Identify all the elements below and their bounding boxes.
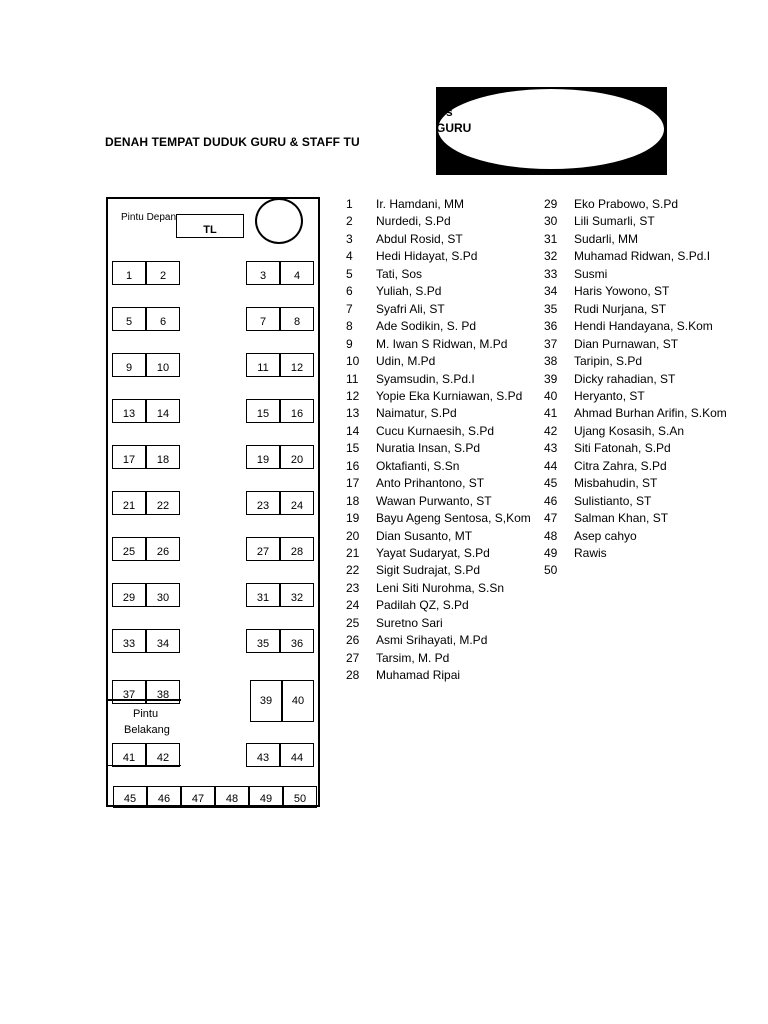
seat-46: 46 xyxy=(147,786,181,808)
seat-24: 24 xyxy=(280,491,314,515)
list-item-name: Sudarli, MM xyxy=(574,231,639,246)
seat-10: 10 xyxy=(146,353,180,377)
list-item-number: 32 xyxy=(544,249,558,264)
list-item-number: 33 xyxy=(544,266,558,281)
list-item-name: Dicky rahadian, ST xyxy=(574,371,676,386)
list-item-name: Salman Khan, ST xyxy=(574,511,669,526)
list-item-number: 49 xyxy=(544,546,558,560)
list-item-name: Muhamad Ripai xyxy=(376,668,461,683)
list-item-name: M. Iwan S Ridwan, M.Pd xyxy=(376,336,508,351)
list-item-number: 39 xyxy=(544,371,558,386)
list-item-number: 19 xyxy=(346,511,360,526)
list-item-name: Suretno Sari xyxy=(376,615,443,630)
seat-40: 40 xyxy=(282,680,314,722)
list-item-name: Anto Prihantono, ST xyxy=(376,476,485,491)
tl-desk: TL xyxy=(176,214,244,238)
list-item-name: Eko Prabowo, S.Pd xyxy=(574,197,679,211)
front-door-label: Pintu Depan xyxy=(121,212,177,223)
list-item-number: 46 xyxy=(544,493,558,508)
list-item-name: Sigit Sudrajat, S.Pd xyxy=(376,563,481,578)
list-item-number: 25 xyxy=(346,615,360,630)
list-item-number: 45 xyxy=(544,476,558,491)
list-item-number: 47 xyxy=(544,511,558,526)
list-item-number: 11 xyxy=(346,371,359,386)
list-item-name: Abdul Rosid, ST xyxy=(376,231,463,246)
list-item-name: Citra Zahra, S.Pd xyxy=(574,458,667,473)
list-item-number: 31 xyxy=(544,231,558,246)
list-item-number: 28 xyxy=(346,668,360,683)
list-item-number: 9 xyxy=(346,336,353,351)
list-item-number: 37 xyxy=(544,336,558,351)
list-item-name: Nuratia Insan, S.Pd xyxy=(376,441,481,456)
list-item-number: 27 xyxy=(346,650,360,665)
seat-28: 28 xyxy=(280,537,314,561)
list-item-name: Taripin, S.Pd xyxy=(574,354,643,369)
list-item-number: 17 xyxy=(346,476,360,491)
seat-32: 32 xyxy=(280,583,314,607)
list-item-number: 2 xyxy=(346,214,353,229)
list-item-name: Susmi xyxy=(574,266,608,281)
list-item-number: 24 xyxy=(346,598,360,613)
seat-9: 9 xyxy=(112,353,146,377)
list-item-number: 40 xyxy=(544,388,558,403)
list-item-name: Padilah QZ, S.Pd xyxy=(376,598,469,613)
seat-39: 39 xyxy=(250,680,282,722)
list-item-name: Bayu Ageng Sentosa, S,Kom xyxy=(376,511,531,526)
seat-30: 30 xyxy=(146,583,180,607)
seat-5: 5 xyxy=(112,307,146,331)
seat-1: 1 xyxy=(112,261,146,285)
list-item-number: 43 xyxy=(544,441,558,456)
list-item-number: 23 xyxy=(346,580,360,595)
list-item-number: 7 xyxy=(346,301,353,316)
seat-14: 14 xyxy=(146,399,180,423)
list-item-name: Yopie Eka Kurniawan, S.Pd xyxy=(376,388,523,403)
seat-29: 29 xyxy=(112,583,146,607)
seat-38: 38 xyxy=(146,680,180,704)
list-item-name: Rawis xyxy=(574,546,607,560)
list-item-name: Leni Siti Nurohma, S.Sn xyxy=(376,580,505,595)
seat-6: 6 xyxy=(146,307,180,331)
logo-ellipse xyxy=(438,89,664,169)
list-item-name: Wawan Purwanto, ST xyxy=(376,493,492,508)
list-item-number: 14 xyxy=(346,423,360,438)
list-item-name: Misbahudin, ST xyxy=(574,476,658,491)
seat-3: 3 xyxy=(246,261,280,285)
list-item-name: Asep cahyo xyxy=(574,528,637,543)
seat-37: 37 xyxy=(112,680,146,704)
list-item-number: 29 xyxy=(544,197,558,211)
seat-18: 18 xyxy=(146,445,180,469)
list-item-name: Syamsudin, S.Pd.I xyxy=(376,371,475,386)
page-title: DENAH TEMPAT DUDUK GURU & STAFF TU xyxy=(105,135,360,149)
seat-21: 21 xyxy=(112,491,146,515)
seat-48: 48 xyxy=(215,786,249,808)
list-item-number: 5 xyxy=(346,266,353,281)
list-item-number: 16 xyxy=(346,458,360,473)
seat-41: 41 xyxy=(112,743,146,767)
list-item-number: 3 xyxy=(346,231,353,246)
seat-45: 45 xyxy=(113,786,147,808)
list-item-number: 34 xyxy=(544,284,558,299)
seat-42: 42 xyxy=(146,743,180,767)
seat-19: 19 xyxy=(246,445,280,469)
seat-7: 7 xyxy=(246,307,280,331)
list-item-name: Udin, M.Pd xyxy=(376,354,436,369)
seat-35: 35 xyxy=(246,629,280,653)
list-item-number: 26 xyxy=(346,633,360,648)
seat-4: 4 xyxy=(280,261,314,285)
list-item-name: Muhamad Ridwan, S.Pd.I xyxy=(574,249,711,264)
list-item-number: 20 xyxy=(346,528,360,543)
seat-17: 17 xyxy=(112,445,146,469)
seat-22: 22 xyxy=(146,491,180,515)
list-item-number: 13 xyxy=(346,406,360,421)
seat-47: 47 xyxy=(181,786,215,808)
list-item-name: Ir. Hamdani, MM xyxy=(376,197,465,211)
list-item-number: 8 xyxy=(346,319,353,334)
logo-text-line2: GURU xyxy=(436,121,472,135)
seat-44: 44 xyxy=(280,743,314,767)
seat-20: 20 xyxy=(280,445,314,469)
seat-25: 25 xyxy=(112,537,146,561)
seat-23: 23 xyxy=(246,491,280,515)
list-item-number: 50 xyxy=(544,563,558,578)
list-item-name: Yayat Sudaryat, S.Pd xyxy=(376,546,490,560)
list-item-number: 18 xyxy=(346,493,360,508)
list-item-number: 38 xyxy=(544,354,558,369)
list-item-number: 41 xyxy=(544,406,558,421)
list-item-number: 10 xyxy=(346,354,360,369)
seat-11: 11 xyxy=(246,353,280,377)
list-item-number: 22 xyxy=(346,563,360,578)
list-item-name: Hendi Handayana, S.Kom xyxy=(574,319,713,334)
list-item-name: Tati, Sos xyxy=(376,266,423,281)
list-item-name: Rudi Nurjana, ST xyxy=(574,301,667,316)
list-item-name: Oktafianti, S.Sn xyxy=(376,458,460,473)
list-item-name: Hedi Hidayat, S.Pd xyxy=(376,249,478,264)
list-item-number: 35 xyxy=(544,301,558,316)
seat-50: 50 xyxy=(283,786,317,808)
list-item-name: Ade Sodikin, S. Pd xyxy=(376,319,477,334)
list-item-number: 42 xyxy=(544,423,558,438)
list-item-name: Haris Yowono, ST xyxy=(574,284,670,299)
list-item-number: 48 xyxy=(544,528,558,543)
list-item-name: Ujang Kosasih, S.An xyxy=(574,423,685,438)
list-item-name: Tarsim, M. Pd xyxy=(376,650,450,665)
back-door-label-1: Pintu xyxy=(133,708,159,720)
list-item-name: Cucu Kurnaesih, S.Pd xyxy=(376,423,495,438)
list-item-name: Ahmad Burhan Arifin, S.Kom xyxy=(574,406,727,421)
seat-31: 31 xyxy=(246,583,280,607)
list-item-name: Naimatur, S.Pd xyxy=(376,406,457,421)
list-item-number: 36 xyxy=(544,319,558,334)
logo-text-line1: s xyxy=(446,105,453,119)
seat-2: 2 xyxy=(146,261,180,285)
list-item-number: 4 xyxy=(346,249,353,264)
list-item-name: Asmi Srihayati, M.Pd xyxy=(376,633,488,648)
seat-13: 13 xyxy=(112,399,146,423)
seat-36: 36 xyxy=(280,629,314,653)
list-item-number: 12 xyxy=(346,388,360,403)
list-item-number: 30 xyxy=(544,214,558,229)
list-item-name: Dian Purnawan, ST xyxy=(574,336,679,351)
logo-block xyxy=(436,87,667,175)
seat-27: 27 xyxy=(246,537,280,561)
list-item-name: Yuliah, S.Pd xyxy=(376,284,442,299)
list-item-number: 21 xyxy=(346,546,360,560)
list-item-name: Nurdedi, S.Pd xyxy=(376,214,451,229)
seat-8: 8 xyxy=(280,307,314,331)
list-item-name: Lili Sumarli, ST xyxy=(574,214,655,229)
back-door-label-2: Belakang xyxy=(124,724,170,736)
list-item-name: Syafri Ali, ST xyxy=(376,301,445,316)
list-item-name: Siti Fatonah, S.Pd xyxy=(574,441,671,456)
list-item-name: Dian Susanto, MT xyxy=(376,528,473,543)
seat-49: 49 xyxy=(249,786,283,808)
list-item-name: Heryanto, ST xyxy=(574,388,645,403)
seat-12: 12 xyxy=(280,353,314,377)
list-item-number: 1 xyxy=(346,197,353,211)
list-item-name: Sulistianto, ST xyxy=(574,493,652,508)
seat-34: 34 xyxy=(146,629,180,653)
seat-15: 15 xyxy=(246,399,280,423)
list-item-number: 15 xyxy=(346,441,360,456)
round-table-icon xyxy=(255,198,303,244)
seat-16: 16 xyxy=(280,399,314,423)
list-item-number: 6 xyxy=(346,284,353,299)
seat-43: 43 xyxy=(246,743,280,767)
seat-26: 26 xyxy=(146,537,180,561)
list-item-number: 44 xyxy=(544,458,558,473)
seat-33: 33 xyxy=(112,629,146,653)
